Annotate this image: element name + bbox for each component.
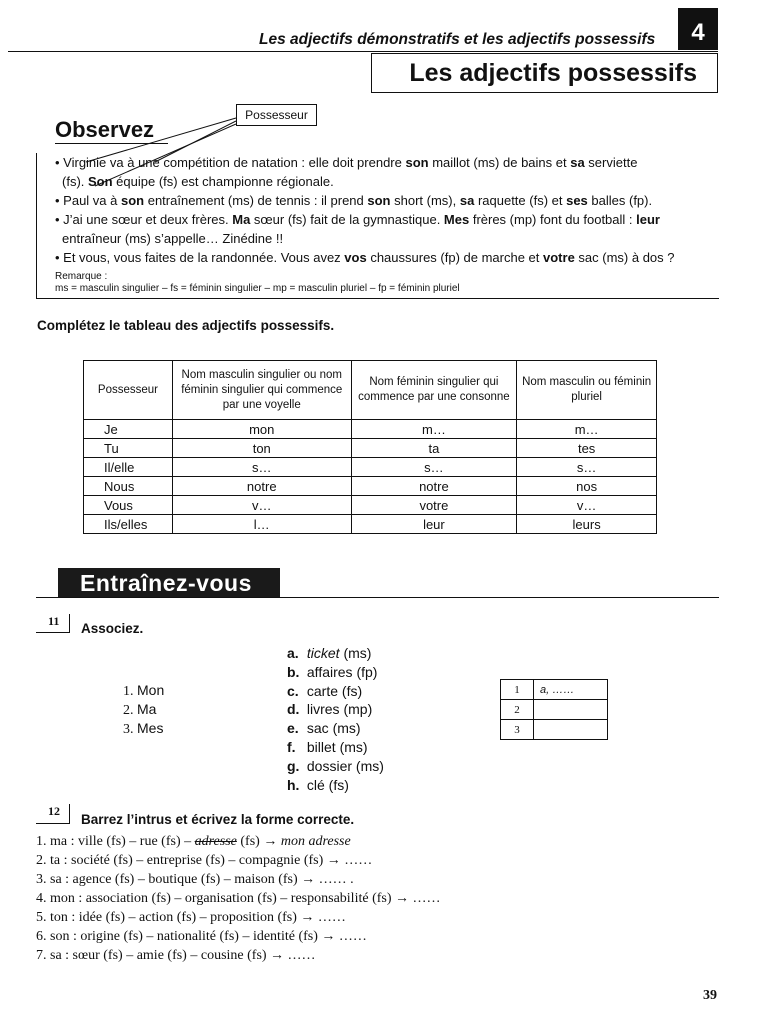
table-header: Possesseur bbox=[84, 361, 173, 420]
possessive-word: ses bbox=[566, 193, 588, 208]
item-text: (fs) → bbox=[236, 834, 281, 849]
possessive-word: Mes bbox=[443, 212, 470, 227]
entrainez-heading: Entraînez-vous bbox=[80, 570, 252, 596]
item-number: 2. bbox=[123, 703, 137, 718]
item-number: 3. bbox=[36, 872, 50, 887]
grid-number: 1 bbox=[501, 680, 534, 700]
table-cell: notre bbox=[351, 477, 517, 496]
grid-row bbox=[501, 700, 608, 720]
table-cell: Nous bbox=[84, 477, 173, 496]
match-item bbox=[123, 720, 163, 738]
possessive-word: leur bbox=[636, 212, 660, 227]
item-text: ta : société (fs) – entreprise (fs) – compagnie (fs) → …… bbox=[50, 853, 373, 868]
grid-answer bbox=[534, 700, 608, 720]
exercise-number: 11 bbox=[48, 614, 60, 628]
grid-number: 2 bbox=[501, 700, 534, 720]
option-gender: (ms) bbox=[339, 645, 372, 661]
possessive-word: sa bbox=[570, 155, 585, 170]
grid-answer bbox=[534, 720, 608, 740]
match-option bbox=[287, 701, 372, 717]
exercise-number: 12 bbox=[48, 804, 60, 818]
option-word: carte bbox=[306, 682, 339, 699]
exercise-item bbox=[36, 853, 372, 869]
table-header: Nom féminin singulier qui commence par une consonne bbox=[351, 361, 517, 420]
table-cell: tes bbox=[517, 439, 657, 458]
table-cell: ta bbox=[351, 439, 517, 458]
table-cell: s… bbox=[172, 458, 351, 477]
possessive-word: vos bbox=[344, 250, 367, 265]
running-header: Les adjectifs démonstratifs et les adjectifs possessifs bbox=[259, 31, 656, 48]
option-word: sac bbox=[306, 720, 329, 737]
match-item bbox=[123, 682, 164, 700]
table-cell: v… bbox=[172, 496, 351, 515]
table-cell: ton bbox=[172, 439, 351, 458]
table-row bbox=[84, 420, 657, 439]
possessive-word: votre bbox=[543, 250, 575, 265]
item-text: son : origine (fs) – nationalité (fs) – identité (fs) → …… bbox=[50, 929, 367, 944]
item-number: 4. bbox=[36, 891, 50, 906]
option-word: ticket bbox=[306, 645, 340, 661]
table-cell: Je bbox=[84, 420, 173, 439]
option-gender: (ms) bbox=[328, 720, 361, 737]
table-cell: Vous bbox=[84, 496, 173, 515]
text-segment: sœur (fs) fait de la gymnastique. bbox=[250, 212, 444, 227]
example-answer: mon adresse bbox=[280, 834, 351, 849]
option-gender: (fs) bbox=[338, 682, 363, 699]
possessive-table bbox=[83, 360, 657, 534]
text-segment: • Paul va à bbox=[55, 193, 121, 208]
exercise-number-rule bbox=[36, 632, 70, 633]
table-cell: Il/elle bbox=[84, 458, 173, 477]
text-segment: • Virginie va à une compétition de natation : elle doit prendre bbox=[55, 155, 406, 170]
option-word: affaires bbox=[306, 663, 353, 680]
table-row bbox=[84, 477, 657, 496]
table-row bbox=[84, 439, 657, 458]
possessive-word: sa bbox=[459, 193, 475, 208]
exercise-item bbox=[36, 929, 367, 945]
table-cell: m… bbox=[517, 420, 657, 439]
exercise-number-rule bbox=[36, 823, 70, 824]
match-option bbox=[287, 758, 384, 774]
observez-line bbox=[62, 231, 283, 246]
match-option bbox=[287, 664, 377, 680]
table-row bbox=[84, 458, 657, 477]
match-option bbox=[287, 645, 371, 661]
text-segment: serviette bbox=[584, 155, 638, 170]
text-segment: (fs). bbox=[62, 174, 88, 189]
exercise-item bbox=[36, 948, 316, 964]
table-header: Nom masculin ou féminin pluriel bbox=[517, 361, 657, 420]
exercise-title: Barrez l’intrus et écrivez la forme correcte. bbox=[81, 812, 355, 827]
table-cell: votre bbox=[351, 496, 517, 515]
option-gender: (ms) bbox=[335, 739, 368, 755]
item-number: 5. bbox=[36, 910, 50, 925]
option-letter: f. bbox=[287, 739, 296, 755]
match-option bbox=[287, 739, 368, 755]
exercise-number-rule bbox=[69, 804, 70, 824]
item-text: Mes bbox=[137, 720, 164, 736]
observez-line bbox=[55, 250, 675, 265]
item-text: mon : association (fs) – organisation (fs) – responsabilité (fs) → …… bbox=[50, 891, 441, 906]
table-header: Nom masculin singulier ou nom féminin singulier qui commence par une voyelle bbox=[172, 361, 351, 420]
page-number: 39 bbox=[703, 988, 717, 1003]
table-cell: leurs bbox=[517, 515, 657, 534]
text-segment: • J’ai une sœur et deux frères. bbox=[55, 212, 233, 227]
observez-line bbox=[55, 212, 660, 227]
exercise-item bbox=[36, 910, 346, 926]
exercise-item bbox=[36, 872, 354, 888]
table-cell: leur bbox=[351, 515, 517, 534]
observez-line bbox=[55, 155, 637, 170]
item-text: sa : sœur (fs) – amie (fs) – cousine (fs) → …… bbox=[50, 948, 316, 963]
item-number: 7. bbox=[36, 948, 50, 963]
table-cell: v… bbox=[517, 496, 657, 515]
table-row bbox=[84, 496, 657, 515]
possessive-word: son bbox=[405, 155, 429, 170]
grid-answer: a, …… bbox=[534, 680, 608, 700]
grid-row bbox=[501, 680, 608, 700]
exercise-item bbox=[36, 891, 441, 907]
option-letter: e. bbox=[287, 720, 299, 737]
table-cell: s… bbox=[351, 458, 517, 477]
item-number: 1. bbox=[123, 684, 137, 699]
possessive-word: Son bbox=[88, 174, 113, 189]
option-letter: a. bbox=[287, 645, 299, 661]
entrainez-rule bbox=[36, 597, 719, 598]
possessive-word: son bbox=[367, 193, 391, 208]
exercise-number-rule bbox=[69, 614, 70, 633]
match-item bbox=[123, 701, 156, 719]
exercise-item bbox=[36, 834, 351, 850]
table-cell: s… bbox=[517, 458, 657, 477]
option-gender: (ms) bbox=[352, 757, 384, 774]
text-segment: balles (fp). bbox=[587, 193, 653, 208]
option-gender: (mp) bbox=[339, 701, 373, 718]
text-segment: entraînement (ms) de tennis : il prend bbox=[144, 193, 368, 208]
remark-label: Remarque : bbox=[55, 271, 108, 282]
option-word: dossier bbox=[306, 757, 353, 774]
option-letter: g. bbox=[287, 757, 300, 774]
answer-grid bbox=[500, 679, 608, 740]
item-number: 3. bbox=[123, 722, 137, 737]
possesseur-callout: Possesseur bbox=[236, 104, 317, 126]
text-segment: sac (ms) à dos ? bbox=[574, 250, 675, 265]
option-gender: (fp) bbox=[352, 663, 378, 680]
option-letter: b. bbox=[287, 663, 300, 680]
table-cell: Tu bbox=[84, 439, 173, 458]
observez-heading: Observez bbox=[55, 117, 155, 142]
item-text: ton : idée (fs) – action (fs) – proposition (fs) → …… bbox=[50, 910, 346, 925]
option-letter: d. bbox=[287, 701, 300, 718]
item-text: sa : agence (fs) – boutique (fs) – maison (fs) → …… . bbox=[50, 872, 354, 887]
text-segment: maillot (ms) de bains et bbox=[428, 155, 571, 170]
chapter-number-badge: 4 bbox=[678, 8, 718, 50]
table-cell: l… bbox=[172, 515, 351, 534]
grid-number: 3 bbox=[501, 720, 534, 740]
option-word: clé bbox=[306, 776, 325, 793]
option-gender: (fs) bbox=[324, 776, 349, 793]
option-word: livres bbox=[306, 701, 340, 718]
text-segment: • Et vous, vous faites de la randonnée. Vous avez bbox=[55, 250, 345, 265]
option-letter: c. bbox=[287, 682, 299, 699]
table-cell: notre bbox=[172, 477, 351, 496]
text-segment: short (ms), bbox=[390, 193, 460, 208]
observez-line bbox=[62, 174, 334, 189]
struck-word: adresse bbox=[194, 834, 237, 849]
possessive-word: Ma bbox=[232, 212, 251, 227]
item-number: 2. bbox=[36, 853, 50, 868]
text-segment: entraîneur (ms) s’appelle… Zinédine !! bbox=[62, 231, 284, 246]
option-word: billet bbox=[306, 739, 336, 755]
table-cell: Ils/elles bbox=[84, 515, 173, 534]
possessive-word: son bbox=[120, 193, 145, 208]
table-cell: m… bbox=[351, 420, 517, 439]
grid-row bbox=[501, 720, 608, 740]
table-row bbox=[84, 515, 657, 534]
exercise-title: Associez. bbox=[81, 621, 144, 636]
item-number: 1. bbox=[36, 834, 50, 849]
item-number: 6. bbox=[36, 929, 50, 944]
item-text: Mon bbox=[137, 682, 165, 698]
match-option bbox=[287, 720, 361, 736]
section-title: Les adjectifs possessifs bbox=[371, 53, 718, 93]
item-text: ma : ville (fs) – rue (fs) – bbox=[50, 834, 195, 849]
table-cell: mon bbox=[172, 420, 351, 439]
complete-heading: Complétez le tableau des adjectifs possessifs. bbox=[37, 318, 335, 333]
text-segment: équipe (fs) est championne régionale. bbox=[112, 174, 334, 189]
match-option bbox=[287, 683, 362, 699]
remark-text: ms = masculin singulier – fs = féminin singulier – mp = masculin pluriel – fp = féminin pluriel bbox=[55, 283, 460, 294]
text-segment: frères (mp) font du football : bbox=[469, 212, 637, 227]
table-cell: nos bbox=[517, 477, 657, 496]
item-text: Ma bbox=[137, 701, 157, 717]
option-letter: h. bbox=[287, 776, 300, 793]
observez-line bbox=[55, 193, 652, 208]
text-segment: chaussures (fp) de marche et bbox=[366, 250, 544, 265]
match-option bbox=[287, 777, 349, 793]
text-segment: raquette (fs) et bbox=[474, 193, 567, 208]
